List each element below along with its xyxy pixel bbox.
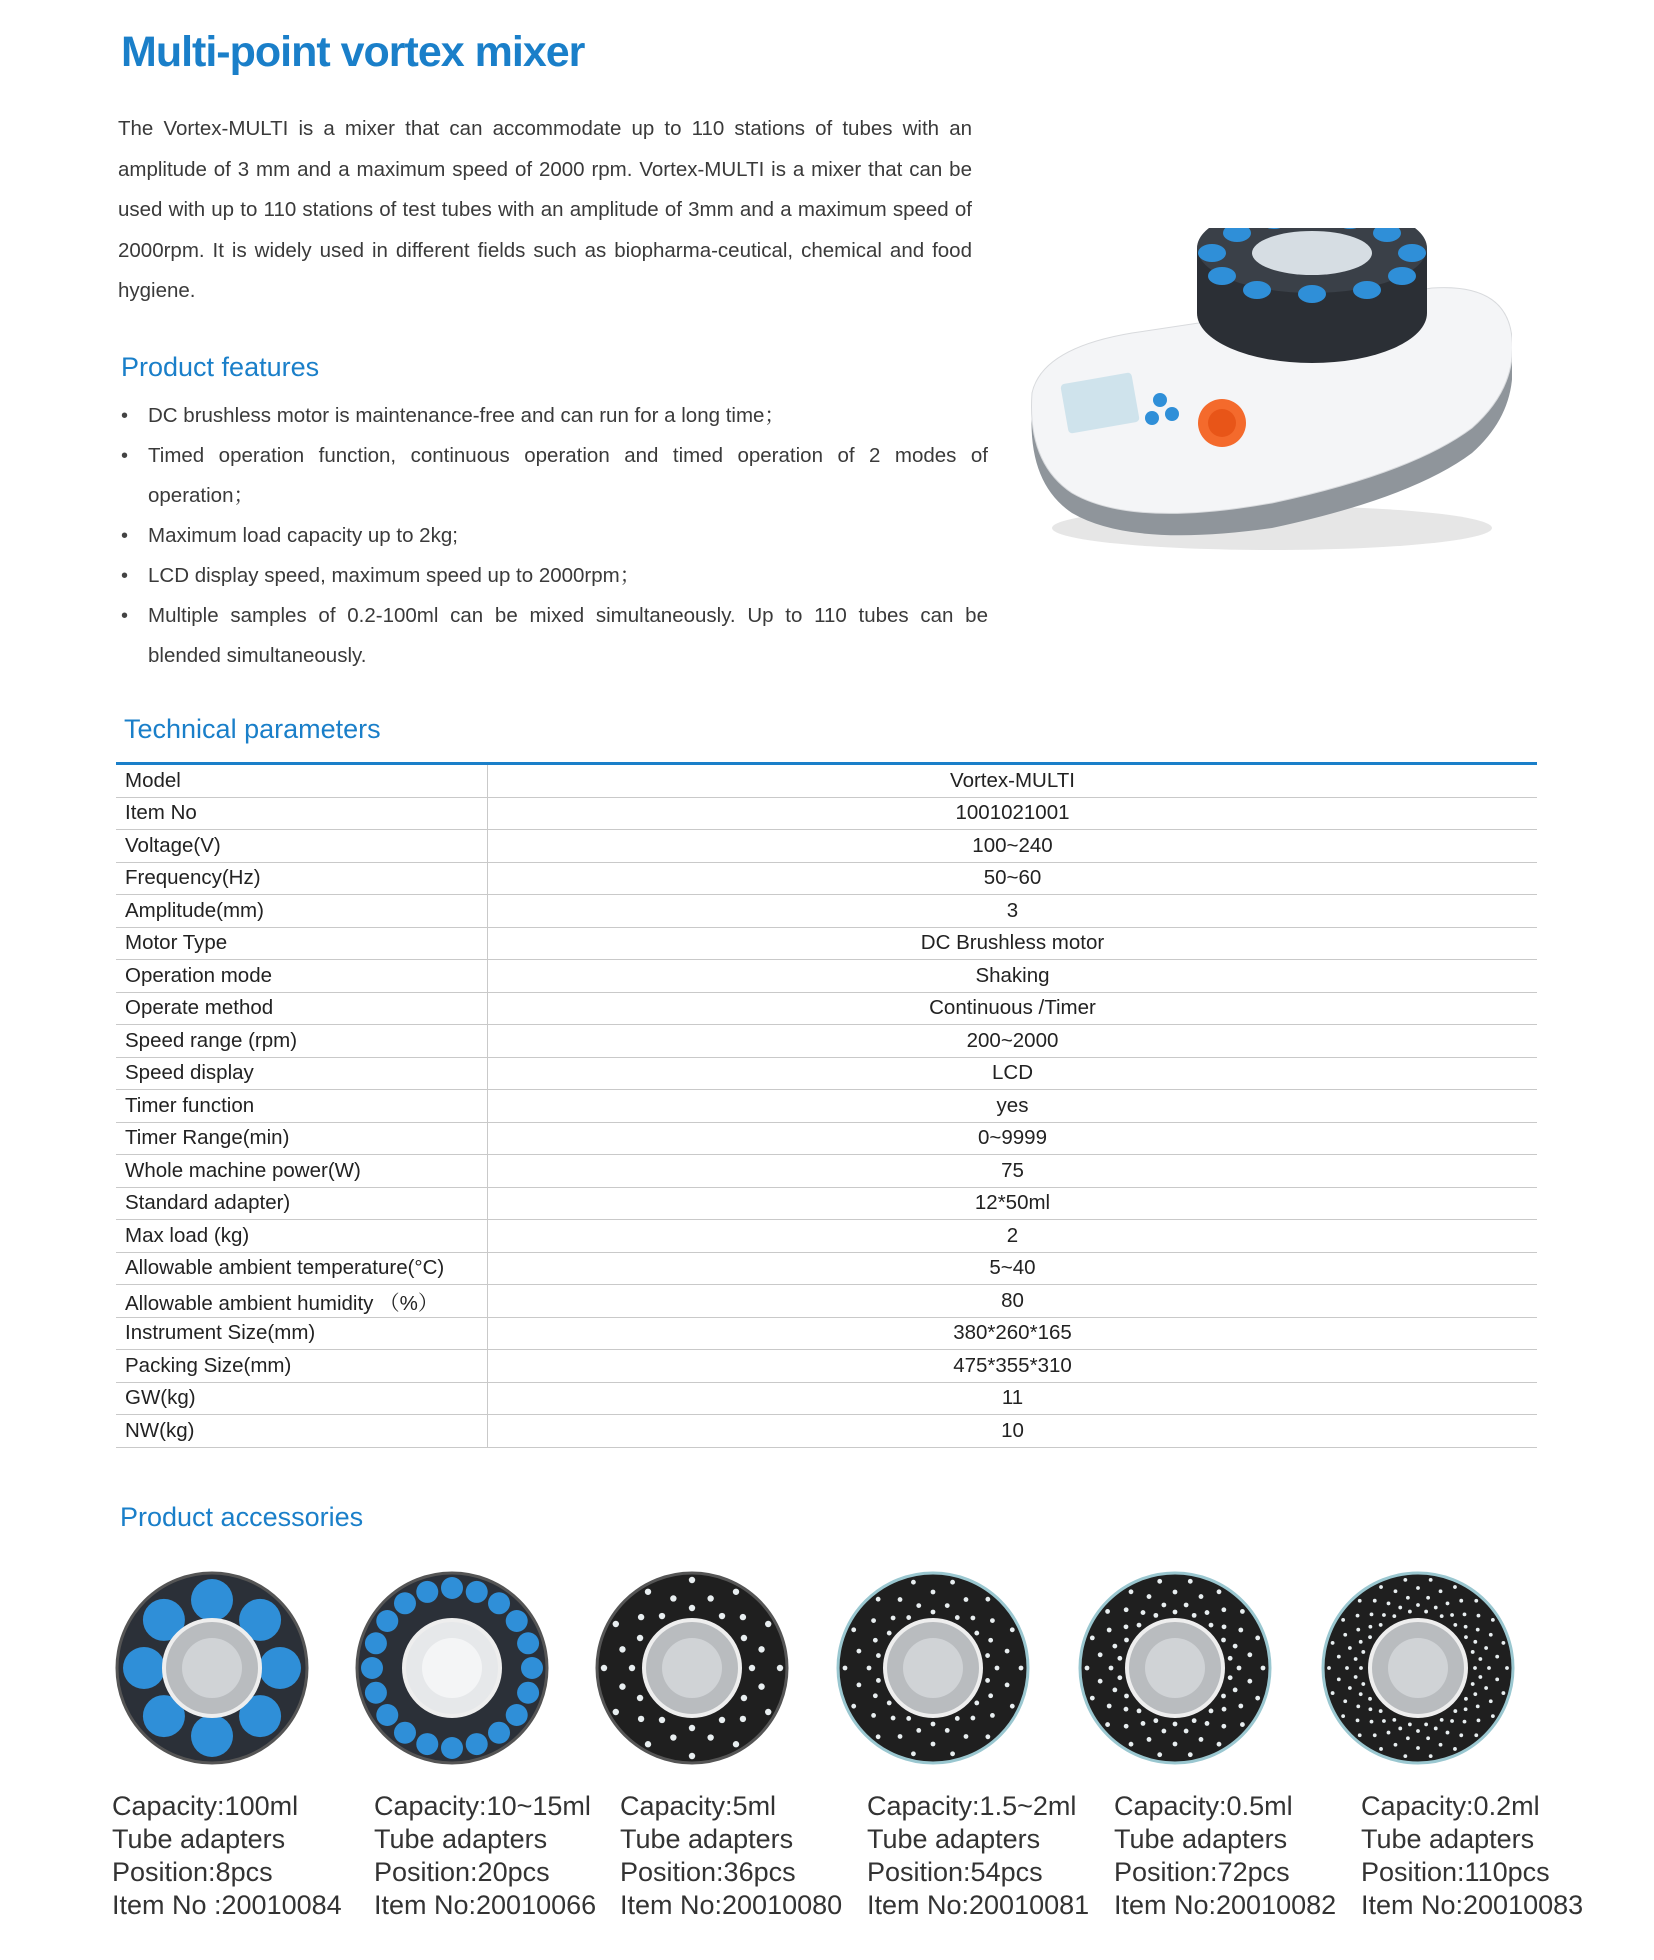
features-list xyxy=(118,396,988,676)
accessory-info xyxy=(1361,1790,1583,1922)
accessory-capacity: Capacity:10~15ml xyxy=(374,1791,591,1821)
param-label: Motor Type xyxy=(116,927,488,960)
accessory-type: Tube adapters xyxy=(620,1824,794,1854)
param-label: Item No xyxy=(116,797,488,830)
table-row xyxy=(116,1252,1537,1285)
param-value: 2 xyxy=(488,1220,1538,1253)
accessory-capacity: Capacity:0.2ml xyxy=(1361,1791,1540,1821)
param-label: Standard adapter) xyxy=(116,1187,488,1220)
param-label: Instrument Size(mm) xyxy=(116,1317,488,1350)
param-value: DC Brushless motor xyxy=(488,927,1538,960)
accessory-item-no: Item No:20010081 xyxy=(867,1890,1090,1920)
accessory-position: Position:36pcs xyxy=(620,1857,796,1887)
vortex-mixer-product-image xyxy=(1012,228,1512,568)
accessory-info xyxy=(1114,1790,1336,1922)
accessory-capacity: Capacity:0.5ml xyxy=(1114,1791,1293,1821)
param-label: Allowable ambient temperature(°C) xyxy=(116,1252,488,1285)
param-value: 12*50ml xyxy=(488,1187,1538,1220)
param-label: GW(kg) xyxy=(116,1382,488,1415)
accessory-info xyxy=(867,1790,1089,1922)
param-label: Whole machine power(W) xyxy=(116,1155,488,1188)
accessory-type: Tube adapters xyxy=(1361,1824,1535,1854)
accessory-image xyxy=(833,1568,1073,1768)
table-row xyxy=(116,1317,1537,1350)
param-value: 0~9999 xyxy=(488,1122,1538,1155)
accessory-image xyxy=(592,1568,832,1768)
accessory-item-no: Item No:20010083 xyxy=(1361,1890,1584,1920)
param-label: Packing Size(mm) xyxy=(116,1350,488,1383)
param-label: Operate method xyxy=(116,992,488,1025)
accessory-type: Tube adapters xyxy=(374,1824,548,1854)
table-row xyxy=(116,830,1537,863)
table-row xyxy=(116,895,1537,928)
param-label: Speed range (rpm) xyxy=(116,1025,488,1058)
table-row xyxy=(116,1155,1537,1188)
feature-item: • LCD display speed, maximum speed up to 2000rpm； xyxy=(118,556,988,596)
table-row xyxy=(116,1122,1537,1155)
param-value: 50~60 xyxy=(488,862,1538,895)
accessory-info xyxy=(112,1790,342,1922)
accessory-image xyxy=(1318,1568,1558,1768)
accessory-image xyxy=(352,1568,592,1768)
param-value: 3 xyxy=(488,895,1538,928)
table-row xyxy=(116,992,1537,1025)
accessory-info xyxy=(374,1790,596,1922)
table-row xyxy=(116,960,1537,993)
params-table xyxy=(116,762,1537,1448)
param-value: Vortex-MULTI xyxy=(488,765,1538,797)
accessory-item-no: Item No:20010066 xyxy=(374,1890,597,1920)
param-label: Max load (kg) xyxy=(116,1220,488,1253)
param-value: Shaking xyxy=(488,960,1538,993)
param-value: Continuous /Timer xyxy=(488,992,1538,1025)
param-value: LCD xyxy=(488,1057,1538,1090)
table-row xyxy=(116,1285,1537,1318)
param-value: 200~2000 xyxy=(488,1025,1538,1058)
table-row xyxy=(116,1382,1537,1415)
accessory-item-no: Item No:20010082 xyxy=(1114,1890,1337,1920)
table-row xyxy=(116,1025,1537,1058)
accessory-image xyxy=(112,1568,352,1768)
feature-item: • Maximum load capacity up to 2kg; xyxy=(118,516,988,556)
table-row xyxy=(116,1415,1537,1448)
accessory-item-no: Item No :20010084 xyxy=(112,1890,342,1920)
feature-item: • Timed operation function, continuous operation and timed operation of 2 modes of operation； xyxy=(118,436,988,516)
table-row xyxy=(116,765,1537,797)
table-row xyxy=(116,1350,1537,1383)
param-label: Operation mode xyxy=(116,960,488,993)
table-row xyxy=(116,1220,1537,1253)
accessory-image xyxy=(1075,1568,1315,1768)
accessory-capacity: Capacity:1.5~2ml xyxy=(867,1791,1077,1821)
param-value: 1001021001 xyxy=(488,797,1538,830)
page-title: Multi-point vortex mixer xyxy=(121,28,585,76)
accessories-heading: Product accessories xyxy=(120,1502,364,1532)
accessory-position: Position:72pcs xyxy=(1114,1857,1290,1887)
param-value: 5~40 xyxy=(488,1252,1538,1285)
features-heading: Product features xyxy=(121,352,320,382)
table-row xyxy=(116,1187,1537,1220)
accessory-type: Tube adapters xyxy=(867,1824,1041,1854)
accessory-capacity: Capacity:5ml xyxy=(620,1791,777,1821)
table-row xyxy=(116,1057,1537,1090)
param-value: 11 xyxy=(488,1382,1538,1415)
feature-item: • DC brushless motor is maintenance-free and can run for a long time； xyxy=(118,396,988,436)
param-value: 100~240 xyxy=(488,830,1538,863)
param-value: 10 xyxy=(488,1415,1538,1448)
param-value: 475*355*310 xyxy=(488,1350,1538,1383)
param-label: Speed display xyxy=(116,1057,488,1090)
param-label: Allowable ambient humidity （%） xyxy=(116,1285,488,1318)
param-label: Timer function xyxy=(116,1090,488,1123)
accessory-position: Position:20pcs xyxy=(374,1857,550,1887)
feature-item: • Multiple samples of 0.2-100ml can be mixed simultaneously. Up to 110 tubes can be blended simultaneously. xyxy=(118,596,988,676)
accessory-type: Tube adapters xyxy=(1114,1824,1288,1854)
table-row xyxy=(116,862,1537,895)
param-value: yes xyxy=(488,1090,1538,1123)
params-heading: Technical parameters xyxy=(124,714,381,744)
accessory-info xyxy=(620,1790,842,1922)
param-label: Frequency(Hz) xyxy=(116,862,488,895)
accessory-type: Tube adapters xyxy=(112,1824,286,1854)
table-row xyxy=(116,797,1537,830)
accessory-item-no: Item No:20010080 xyxy=(620,1890,843,1920)
accessory-capacity: Capacity:100ml xyxy=(112,1791,299,1821)
param-value: 80 xyxy=(488,1285,1538,1318)
table-row xyxy=(116,1090,1537,1123)
accessory-position: Position:110pcs xyxy=(1361,1857,1550,1887)
param-value: 75 xyxy=(488,1155,1538,1188)
param-label: Timer Range(min) xyxy=(116,1122,488,1155)
accessory-position: Position:8pcs xyxy=(112,1857,273,1887)
param-label: NW(kg) xyxy=(116,1415,488,1448)
accessory-position: Position:54pcs xyxy=(867,1857,1043,1887)
param-label: Amplitude(mm) xyxy=(116,895,488,928)
param-label: Model xyxy=(116,765,488,797)
param-value: 380*260*165 xyxy=(488,1317,1538,1350)
intro-paragraph: The Vortex-MULTI is a mixer that can accommodate up to 110 stations of tubes with an amplitude of 3 mm and a maximum speed of 2000 rpm. Vortex-MULTI is a mixer that can be used with up to 110 stations of test tubes with an amplitude of 3mm and a maximum speed of 2000rpm. It is widely used in different fields such as biopharma-ceutical, chemical and food hygiene. xyxy=(118,117,972,302)
param-label: Voltage(V) xyxy=(116,830,488,863)
table-row xyxy=(116,927,1537,960)
